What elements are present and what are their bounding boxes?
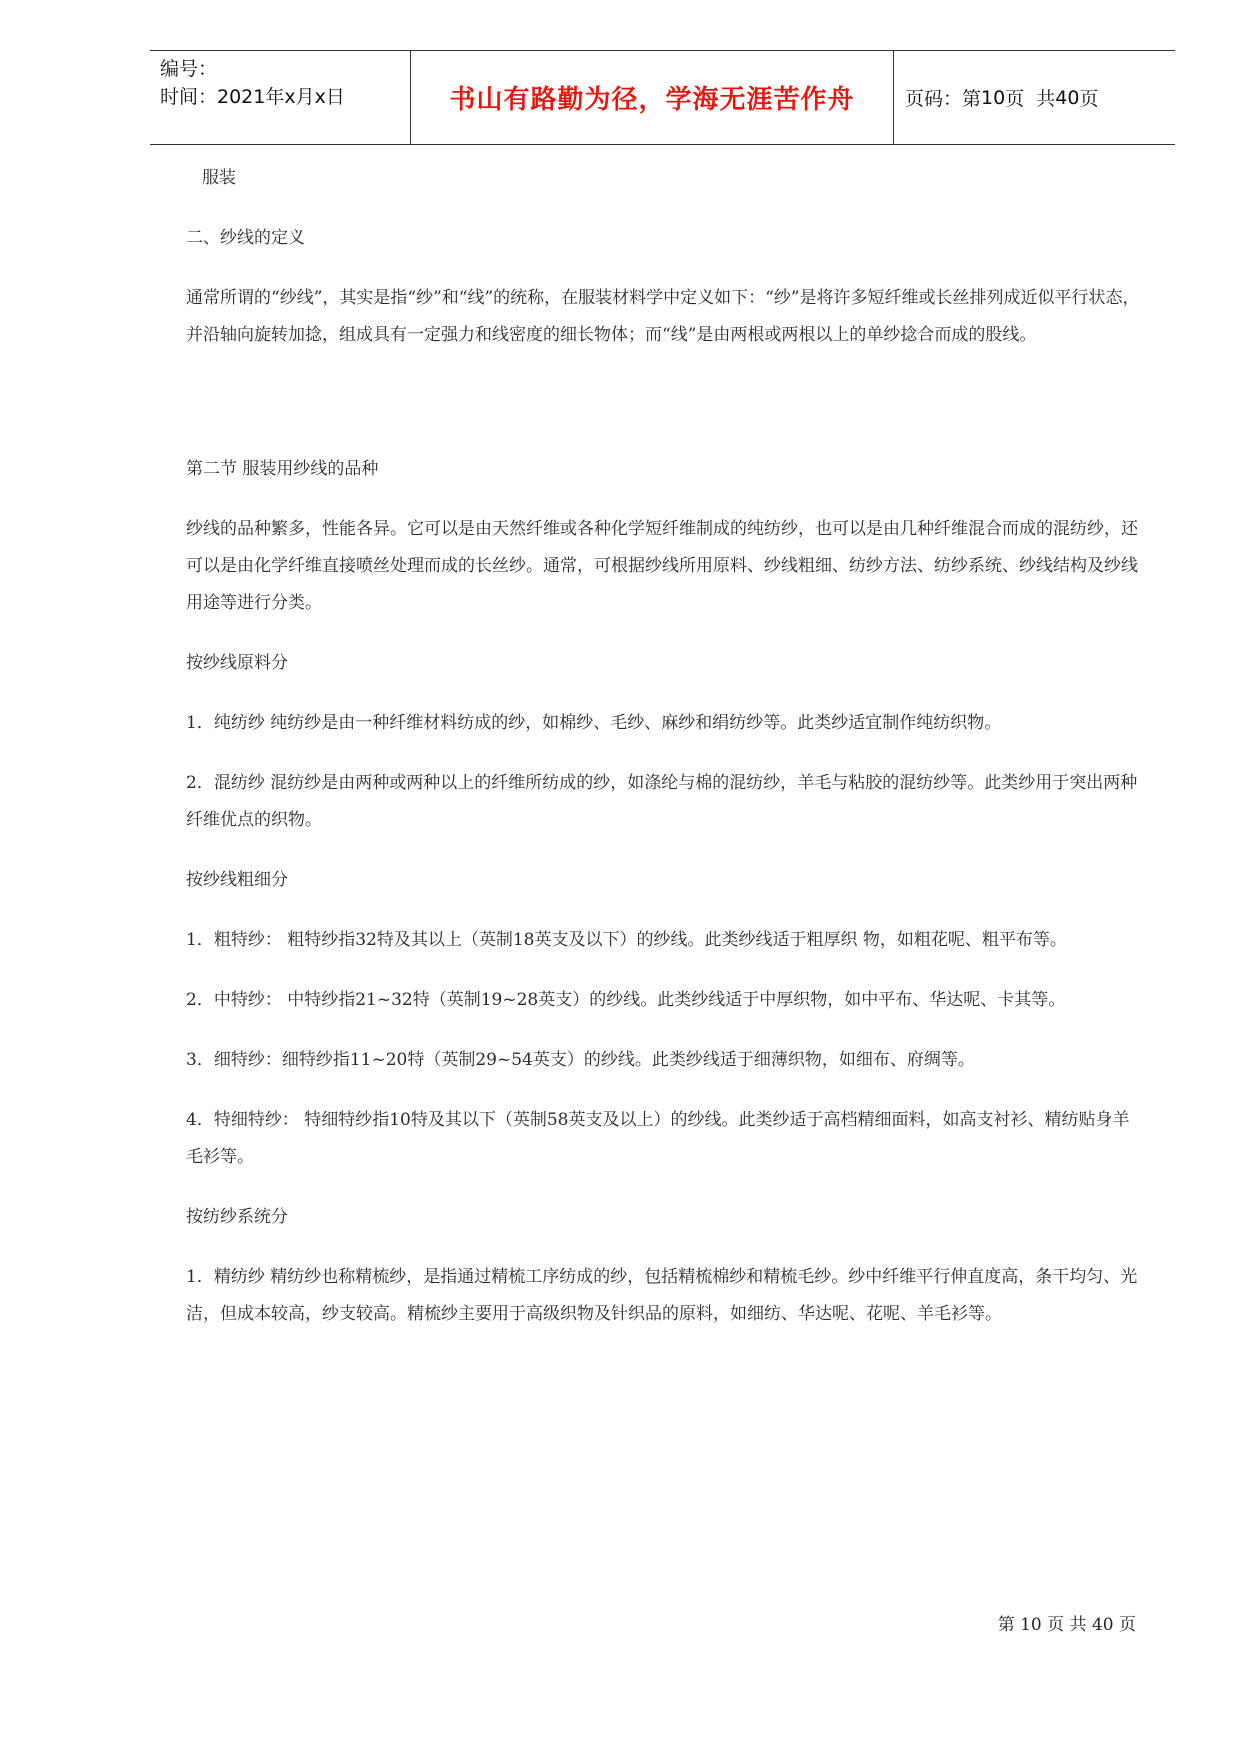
- footer-page-total: 40: [1091, 1615, 1114, 1635]
- list-item-worsted-yarn: 1．精纺纱 精纺纱也称精梳纱，是指通过精梳工序纺成的纱，包括精梳棉纱和精梳毛纱。纱中纤维平行伸直度高，条干均匀、光洁，但成本较高，纱支较高。精梳纱主要用于高级织物及针织品的原料，如细纺、华达呢、花呢、羊毛衫等。: [186, 1267, 1138, 1324]
- subheading-by-material: 按纱线原料分: [186, 653, 288, 673]
- paragraph-clothing: 服装: [202, 168, 236, 188]
- paragraph-yarn-types: 纱线的品种繁多，性能各异。它可以是由天然纤维或各种化学短纤维制成的纯纺纱，也可以是由几种纤维混合而成的混纺纱，还可以是由化学纤维直接喷丝处理而成的长丝纱。通常，可根据纱线所用原料、纱线粗细、纺纱方法、纺纱系统、纱线结构及纱线用途等进行分类。: [186, 519, 1138, 613]
- list-item-blended-yarn: 2．混纺纱 混纺纱是由两种或两种以上的纤维所纺成的纱，如涤纶与棉的混纺纱，羊毛与粘胶的混纺纱等。此类纱用于突出两种纤维优点的织物。: [186, 773, 1138, 830]
- list-item-extra-fine-yarn: 4．特细特纱： 特细特纱指10特及其以下（英制58英支及以上）的纱线。此类纱适于高档精细面料，如高支衬衫、精纺贴身羊毛衫等。: [186, 1110, 1130, 1167]
- header-motto: 书山有路勤为径，学海无涯苦作舟: [449, 85, 855, 115]
- page-footer: [998, 1610, 1136, 1635]
- footer-suffix: 页: [1113, 1615, 1136, 1635]
- list-item-coarse-yarn: 1．粗特纱： 粗特纱指32特及其以上（英制18英支及以下）的纱线。此类纱线适于粗厚织 物，如粗花呢、粗平布等。: [186, 930, 1067, 950]
- page-total: 40: [1055, 86, 1080, 109]
- page-label: 页码：第: [905, 88, 982, 110]
- paragraph-yarn-definition: 通常所谓的“纱线”，其实是指“纱”和“线”的统称，在服装材料学中定义如下：“纱”是将许多短纤维或长丝排列成近似平行状态，并沿轴向旋转加捻，组成具有一定强力和线密度的细长物体；而“线”是由两根或两根以上的单纱捻合而成的股线。: [186, 288, 1140, 345]
- header-meta: [160, 55, 405, 111]
- footer-prefix: 第: [997, 1615, 1021, 1635]
- page-mid: 页 共: [1005, 88, 1056, 110]
- document-number-label: 编号：: [160, 58, 218, 80]
- page-end: 页: [1079, 88, 1099, 110]
- subheading-by-spinning-system: 按纺纱系统分: [186, 1207, 288, 1227]
- page-current: 10: [981, 86, 1006, 109]
- list-item-pure-yarn: 1．纯纺纱 纯纺纱是由一种纤维材料纺成的纱，如棉纱、毛纱、麻纱和绢纺纱等。此类纱适宜制作纯纺织物。: [186, 713, 1002, 733]
- section-heading-yarn-types: 第二节 服装用纱线的品种: [186, 459, 379, 479]
- document-time-label: 时间：2021年x月x日: [160, 86, 345, 108]
- header-page-info: [905, 51, 1099, 144]
- list-item-medium-yarn: 2．中特纱： 中特纱指21~32特（英制19~28英支）的纱线。此类纱线适于中厚织物，如中平布、华达呢、卡其等。: [186, 990, 1066, 1010]
- list-item-fine-yarn: 3．细特纱：细特纱指11~20特（英制29~54英支）的纱线。此类纱线适于细薄织物，如细布、府绸等。: [186, 1050, 975, 1070]
- footer-page-current: 10: [1020, 1615, 1042, 1635]
- header-motto-cell: [410, 51, 894, 144]
- section-heading-yarn-definition: 二、纱线的定义: [186, 228, 305, 248]
- footer-mid: 页 共: [1041, 1615, 1092, 1635]
- subheading-by-thickness: 按纱线粗细分: [186, 870, 288, 890]
- document-body: [186, 160, 1146, 1333]
- page-header: [150, 50, 1175, 145]
